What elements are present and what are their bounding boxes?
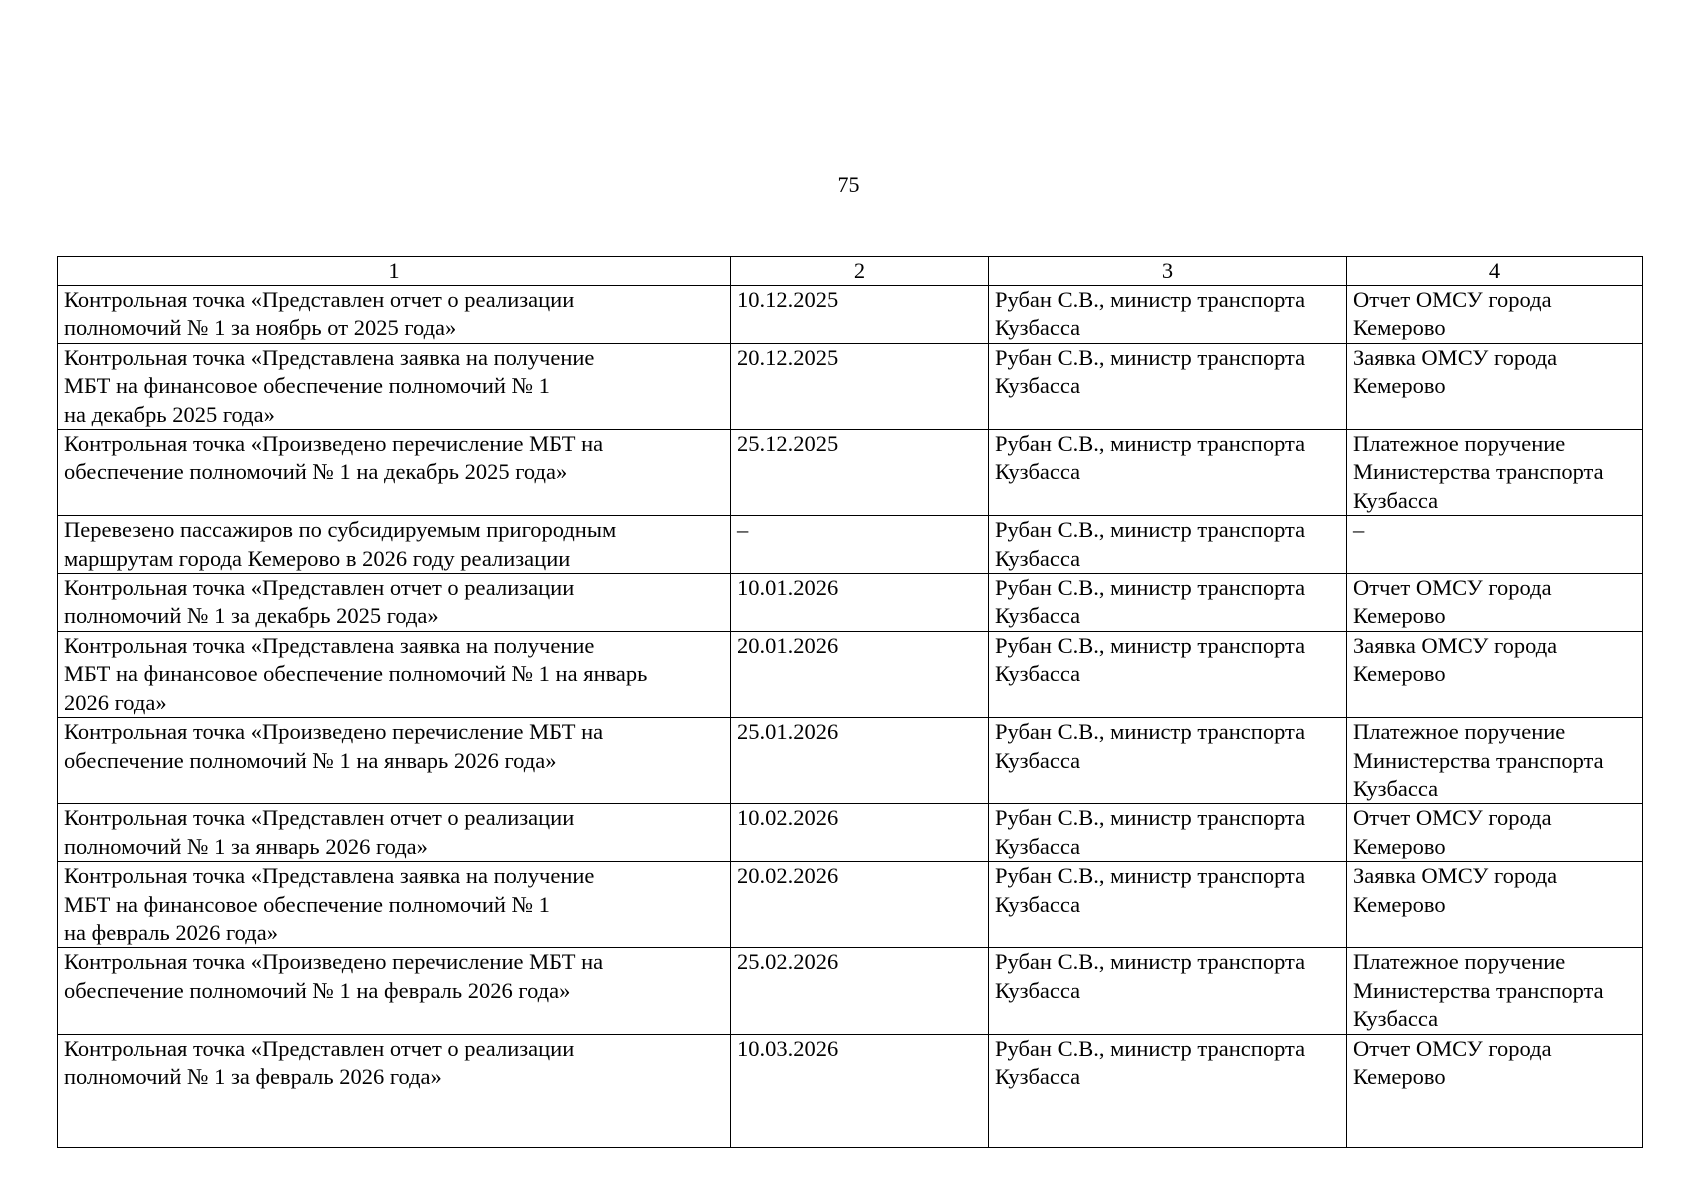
- responsible-cell: Рубан С.В., министр транспорта Кузбасса: [989, 862, 1347, 948]
- date-cell: 20.12.2025: [731, 343, 989, 429]
- table-row: [58, 631, 1643, 717]
- responsible-cell: Рубан С.В., министр транспорта Кузбасса: [989, 948, 1347, 1034]
- document-cell: –: [1347, 516, 1643, 574]
- table-row: [58, 948, 1643, 1034]
- event-cell: Контрольная точка «Представлен отчет о реализации полномочий № 1 за февраль 2026 года»: [58, 1034, 731, 1147]
- document-cell: Заявка ОМСУ города Кемерово: [1347, 862, 1643, 948]
- date-cell: 25.01.2026: [731, 718, 989, 804]
- responsible-cell: Рубан С.В., министр транспорта Кузбасса: [989, 430, 1347, 516]
- event-cell: Контрольная точка «Произведено перечисление МБТ на обеспечение полномочий № 1 на январь 2026 года»: [58, 718, 731, 804]
- date-cell: –: [731, 516, 989, 574]
- responsible-cell: Рубан С.В., министр транспорта Кузбасса: [989, 516, 1347, 574]
- table-row: [58, 343, 1643, 429]
- responsible-cell: Рубан С.В., министр транспорта Кузбасса: [989, 1034, 1347, 1147]
- responsible-cell: Рубан С.В., министр транспорта Кузбасса: [989, 286, 1347, 344]
- date-cell: 10.01.2026: [731, 574, 989, 632]
- document-cell: Отчет ОМСУ города Кемерово: [1347, 574, 1643, 632]
- column-header-3: 3: [989, 257, 1347, 286]
- table-row: [58, 804, 1643, 862]
- document-cell: Отчет ОМСУ города Кемерово: [1347, 1034, 1643, 1147]
- table-row: [58, 286, 1643, 344]
- responsible-cell: Рубан С.В., министр транспорта Кузбасса: [989, 343, 1347, 429]
- responsible-cell: Рубан С.В., министр транспорта Кузбасса: [989, 574, 1347, 632]
- table-header-row: [58, 257, 1643, 286]
- responsible-cell: Рубан С.В., министр транспорта Кузбасса: [989, 804, 1347, 862]
- responsible-cell: Рубан С.В., министр транспорта Кузбасса: [989, 631, 1347, 717]
- event-cell: Контрольная точка «Представлен отчет о реализации полномочий № 1 за январь 2026 года»: [58, 804, 731, 862]
- column-header-1: 1: [58, 257, 731, 286]
- table-row: [58, 516, 1643, 574]
- event-cell: Контрольная точка «Представлен отчет о реализации полномочий № 1 за ноябрь от 2025 года»: [58, 286, 731, 344]
- document-cell: Платежное поручение Министерства транспорта Кузбасса: [1347, 718, 1643, 804]
- date-cell: 10.02.2026: [731, 804, 989, 862]
- table-row: [58, 574, 1643, 632]
- document-cell: Заявка ОМСУ города Кемерово: [1347, 631, 1643, 717]
- document-cell: Заявка ОМСУ города Кемерово: [1347, 343, 1643, 429]
- event-cell: Контрольная точка «Произведено перечисление МБТ на обеспечение полномочий № 1 на февраль 2026 года»: [58, 948, 731, 1034]
- date-cell: 20.02.2026: [731, 862, 989, 948]
- table-row: [58, 1034, 1643, 1147]
- event-cell: Контрольная точка «Представлена заявка на получение МБТ на финансовое обеспечение полномочий № 1 на январь 2026 года»: [58, 631, 731, 717]
- implementation-plan-table: [57, 256, 1643, 1148]
- document-cell: Отчет ОМСУ города Кемерово: [1347, 804, 1643, 862]
- page-number: 75: [837, 172, 860, 197]
- event-cell: Контрольная точка «Представлена заявка на получение МБТ на финансовое обеспечение полномочий № 1 на февраль 2026 года»: [58, 862, 731, 948]
- table-row: [58, 862, 1643, 948]
- event-cell: Контрольная точка «Произведено перечисление МБТ на обеспечение полномочий № 1 на декабрь 2025 года»: [58, 430, 731, 516]
- event-cell: Контрольная точка «Представлена заявка на получение МБТ на финансовое обеспечение полномочий № 1 на декабрь 2025 года»: [58, 343, 731, 429]
- date-cell: 10.03.2026: [731, 1034, 989, 1147]
- date-cell: 25.12.2025: [731, 430, 989, 516]
- column-header-2: 2: [731, 257, 989, 286]
- date-cell: 10.12.2025: [731, 286, 989, 344]
- document-cell: Платежное поручение Министерства транспорта Кузбасса: [1347, 430, 1643, 516]
- date-cell: 25.02.2026: [731, 948, 989, 1034]
- document-cell: Отчет ОМСУ города Кемерово: [1347, 286, 1643, 344]
- event-cell: Контрольная точка «Представлен отчет о реализации полномочий № 1 за декабрь 2025 года»: [58, 574, 731, 632]
- table-row: [58, 430, 1643, 516]
- column-header-4: 4: [1347, 257, 1643, 286]
- table-row: [58, 718, 1643, 804]
- document-cell: Платежное поручение Министерства транспорта Кузбасса: [1347, 948, 1643, 1034]
- indicator-cell: Перевезено пассажиров по субсидируемым пригородным маршрутам города Кемерово в 2026 году реализации: [58, 516, 731, 574]
- responsible-cell: Рубан С.В., министр транспорта Кузбасса: [989, 718, 1347, 804]
- date-cell: 20.01.2026: [731, 631, 989, 717]
